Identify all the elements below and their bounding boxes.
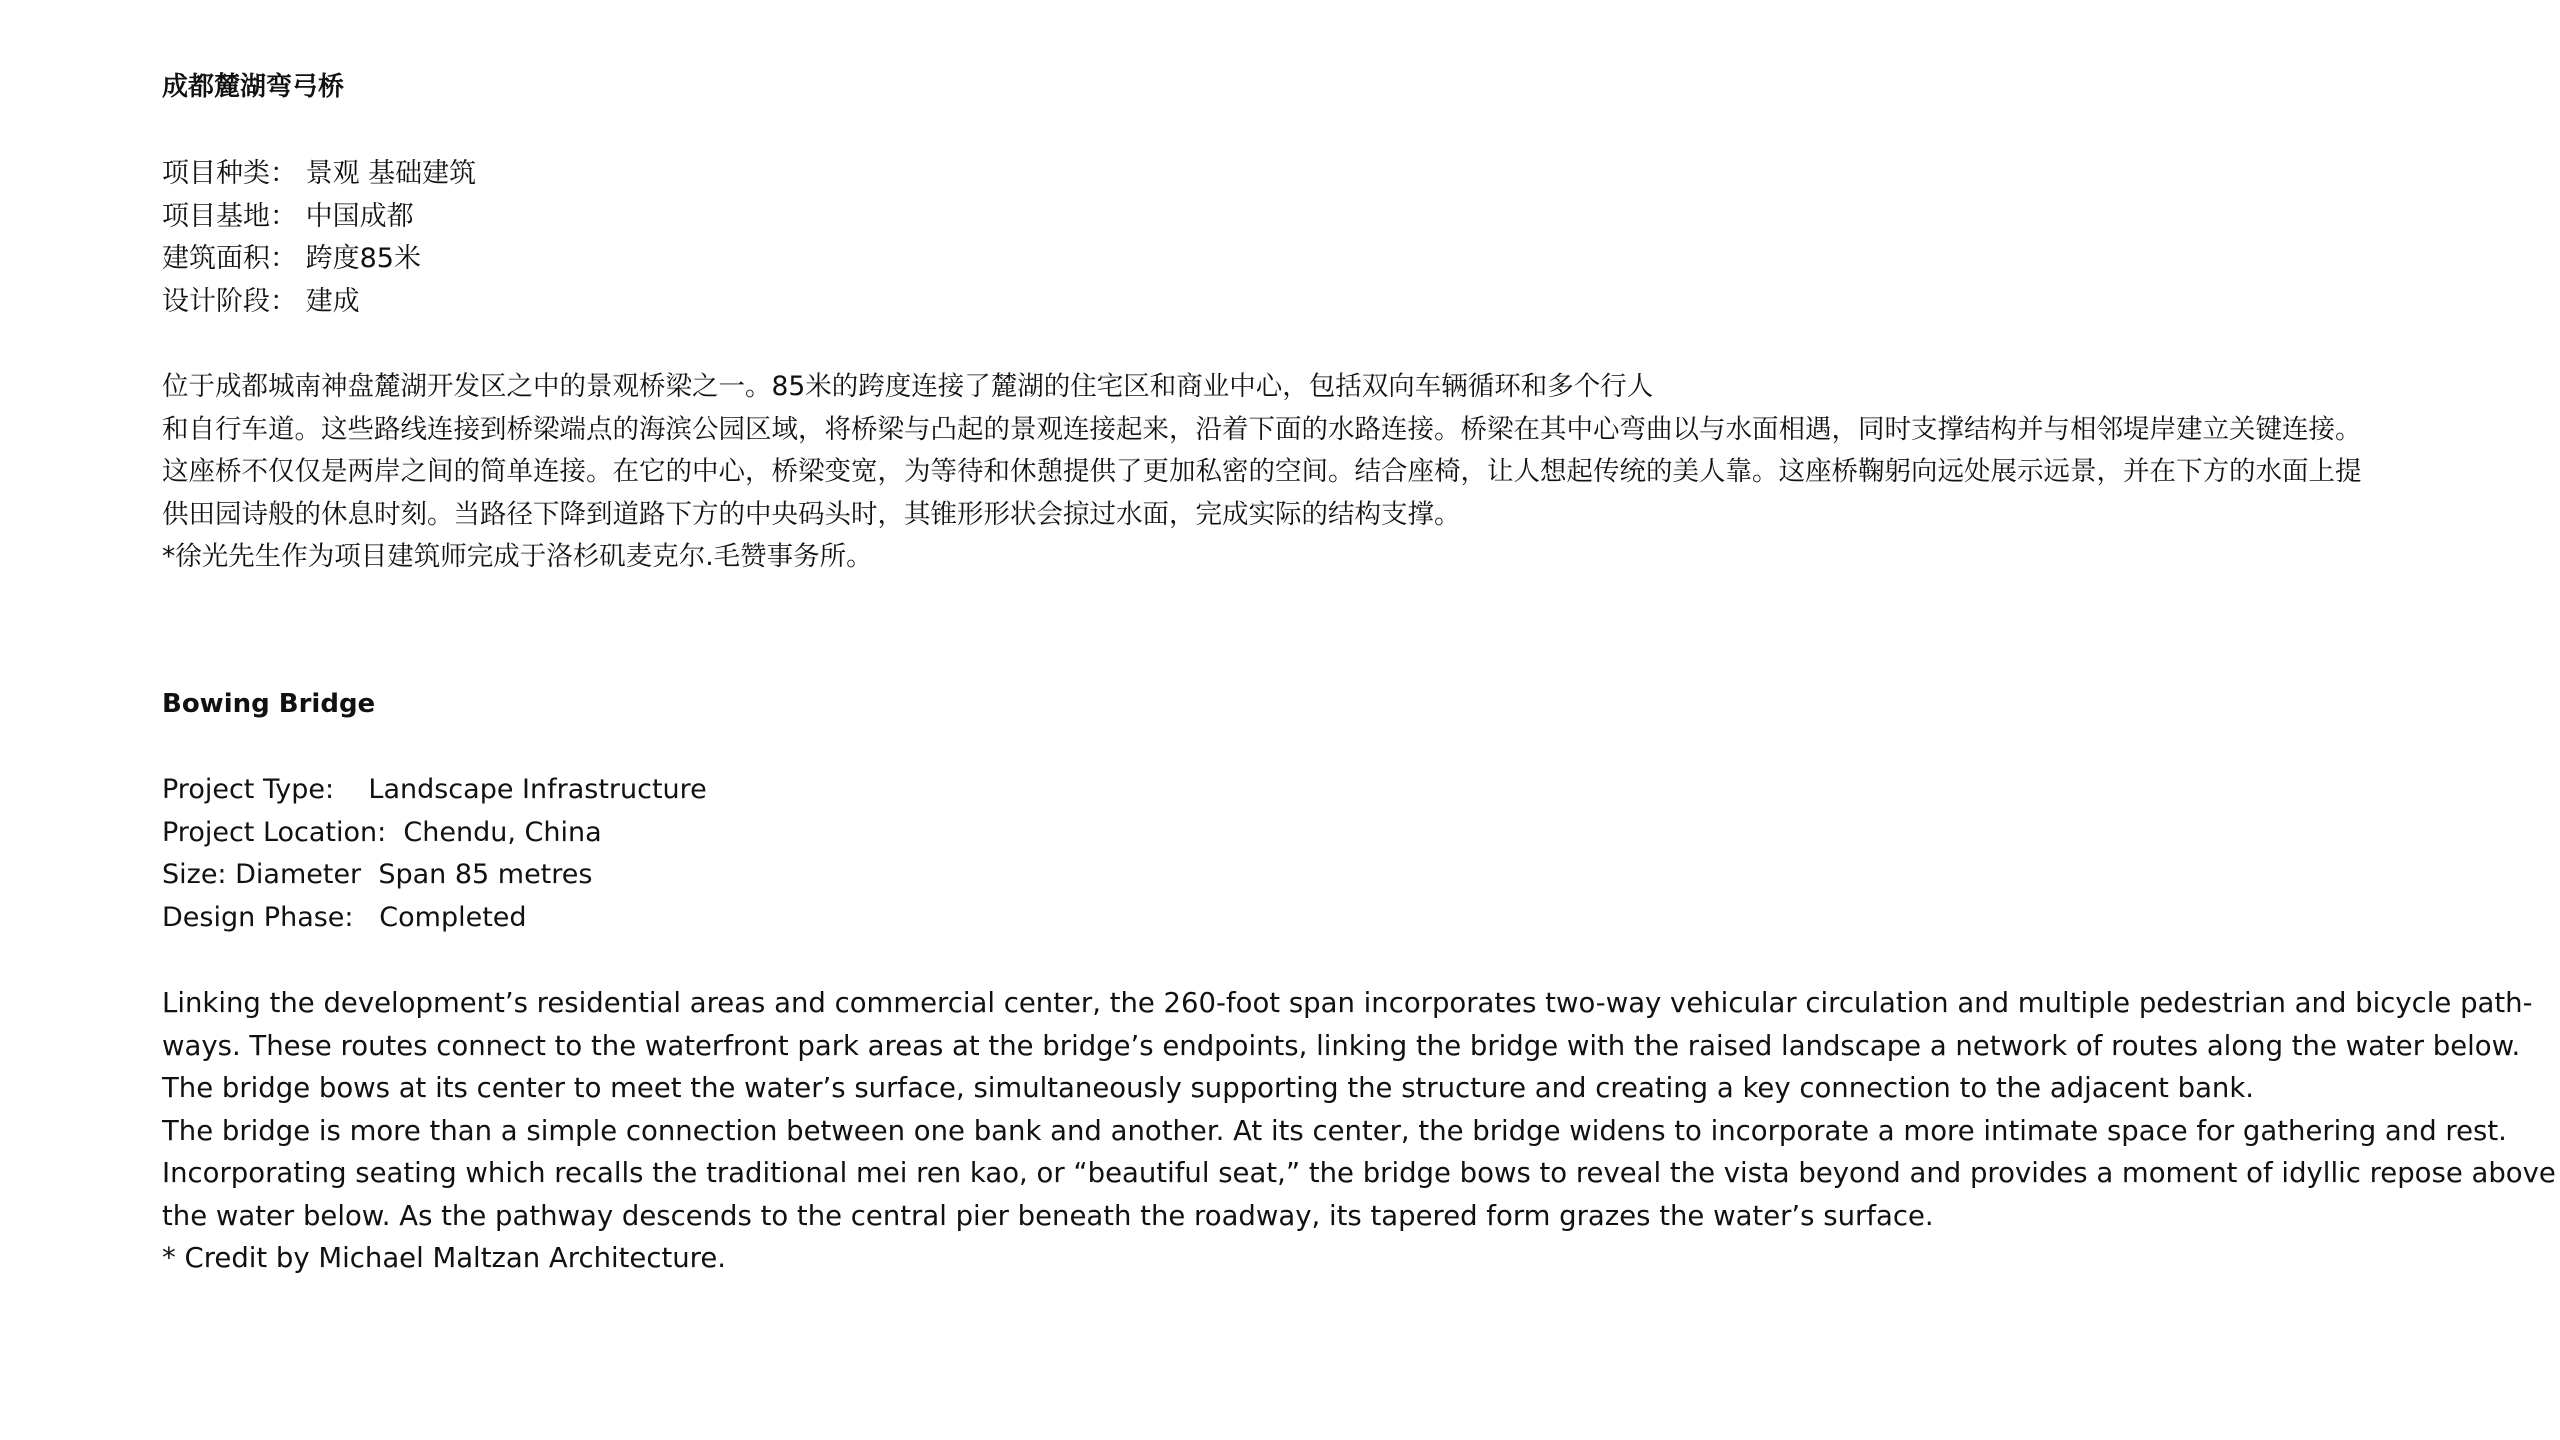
english-design-phase: Design Phase: Completed — [162, 901, 527, 933]
english-description — [162, 982, 2556, 1280]
english-description-line: The bridge is more than a simple connection between one bank and another. At its center, the bridge widens to incorporate a more intimate space for gathering and rest. — [162, 1114, 2507, 1147]
chinese-description-line: 位于成都城南神盘麓湖开发区之中的景观桥梁之一。85米的跨度连接了麓湖的住宅区和商业中心，包括双向车辆循环和多个行人 — [162, 371, 1654, 402]
chinese-description-line: 和自行车道。这些路线连接到桥梁端点的海滨公园区域，将桥梁与凸起的景观连接起来，沿着下面的水路连接。桥梁在其中心弯曲以与水面相遇，同时支撑结构并与相邻堤岸建立关键连接。 — [162, 413, 2362, 445]
chinese-project-title: 成都麓湖弯弓桥 — [162, 72, 345, 102]
chinese-project-size: 建筑面积： 跨度85米 — [162, 243, 421, 274]
chinese-description-line: 供田园诗般的休息时刻。当路径下降到道路下方的中央码头时，其锥形形状会掠过水面，完成实际的结构支撑。 — [162, 498, 1461, 530]
english-description-line: Linking the development’s residential areas and commercial center, the 260-foot span incorporates two-way vehicular circulation and multiple pedestrian and bicycle path- — [162, 987, 2533, 1019]
english-project-location: Project Location: Chendu, China — [162, 816, 602, 848]
chinese-project-location: 项目基地： 中国成都 — [162, 200, 414, 232]
chinese-description-line: 这座桥不仅仅是两岸之间的简单连接。在它的中心，桥梁变宽，为等待和休憩提供了更加私密的空间。结合座椅，让人想起传统的美人靠。这座桥鞠躬向远处展示远景，并在下方的水面上提 — [162, 456, 2362, 487]
chinese-credit-line: *徐光先生作为项目建筑师完成于洛杉矶麦克尔.毛赞事务所。 — [162, 541, 873, 572]
english-project-size: Size: Diameter Span 85 metres — [162, 859, 593, 890]
english-description-line: The bridge bows at its center to meet the water’s surface, simultaneously supporting the structure and creating a key connection to the adjacent bank. — [162, 1072, 2255, 1104]
english-project-title: Bowing Bridge — [162, 689, 376, 719]
english-description-line: Incorporating seating which recalls the traditional mei ren kao, or “beautiful seat,” the bridge bows to reveal the vista beyond and provides a moment of idyllic repose above — [162, 1157, 2556, 1189]
chinese-design-phase: 设计阶段： 建成 — [162, 285, 360, 317]
english-project-type: Project Type: Landscape Infrastructure — [162, 774, 707, 805]
chinese-project-details — [162, 153, 2462, 323]
chinese-description — [162, 366, 2462, 579]
english-project-details — [162, 769, 2462, 939]
chinese-project-type: 项目种类： 景观 基础建筑 — [162, 158, 477, 189]
english-description-line: ways. These routes connect to the waterfront park areas at the bridge’s endpoints, linking the bridge with the raised landscape a network of routes along the water below. — [162, 1029, 2521, 1062]
english-description-line: the water below. As the pathway descends to the central pier beneath the roadway, its tapered form grazes the water’s surface. — [162, 1199, 1934, 1232]
english-credit-line: * Credit by Michael Maltzan Architecture. — [162, 1242, 727, 1274]
